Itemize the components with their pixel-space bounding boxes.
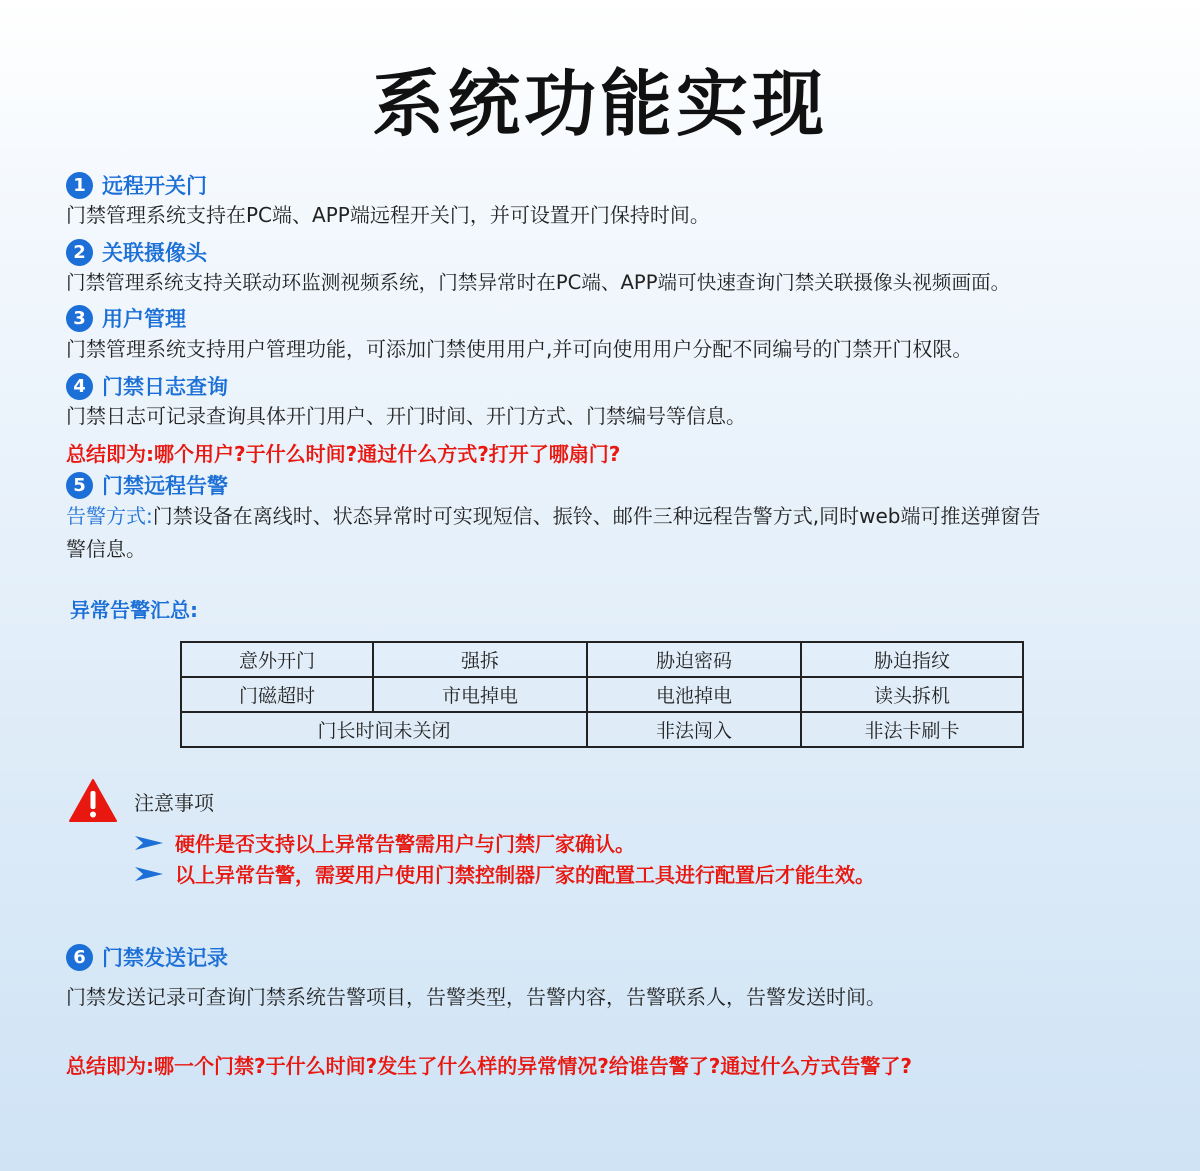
section-title: 门禁发送记录 (102, 946, 228, 970)
number-badge-5: 5 (66, 472, 93, 499)
section-6-heading (66, 942, 228, 972)
note-text: 以上异常告警，需要用户使用门禁控制器厂家的配置工具进行配置后才能生效。 (175, 863, 875, 887)
page-title: 系统功能实现 (371, 62, 828, 146)
section-2-heading (66, 237, 207, 267)
section-title: 远程开关门 (102, 174, 207, 198)
number-badge-1: 1 (66, 172, 93, 199)
section-3-body: 门禁管理系统支持用户管理功能，可添加门禁使用用户,并可向使用用户分配不同编号的门禁开门权限。 (66, 337, 973, 361)
table-cell: 强拆 (373, 642, 587, 677)
section-5-heading (66, 470, 228, 500)
alarm-method-label: 告警方式: (66, 504, 153, 528)
table-cell: 非法闯入 (587, 712, 801, 747)
section-3-heading (66, 303, 186, 333)
table-cell: 门磁超时 (181, 677, 373, 712)
table-cell: 意外开门 (181, 642, 373, 677)
alarm-summary-table (180, 641, 1024, 748)
alarm-method-text: 门禁设备在离线时、状态异常时可实现短信、振铃、邮件三种远程告警方式,同时web端可推送弹窗告 (152, 504, 1041, 528)
section-1-heading (66, 170, 207, 200)
section-title: 门禁远程告警 (102, 474, 228, 498)
table-row (181, 642, 1023, 677)
number-badge-3: 3 (66, 305, 93, 332)
number-badge-4: 4 (66, 373, 93, 400)
table-cell: 胁迫指纹 (801, 642, 1023, 677)
table-cell: 胁迫密码 (587, 642, 801, 677)
section-5-body (66, 500, 1156, 566)
arrow-bullet-icon (134, 866, 164, 882)
note-text: 硬件是否支持以上异常告警需用户与门禁厂家确认。 (175, 832, 635, 856)
section-4-summary: 总结即为:哪个用户?于什么时间?通过什么方式?打开了哪扇门? (66, 442, 621, 466)
table-cell: 市电掉电 (373, 677, 587, 712)
alarm-method-text-continued: 警信息。 (66, 537, 146, 561)
warning-triangle-icon (68, 778, 118, 823)
table-cell: 门长时间未关闭 (181, 712, 587, 747)
section-2-body: 门禁管理系统支持关联动环监测视频系统，门禁异常时在PC端、APP端可快速查询门禁关联摄像头视频画面。 (66, 271, 1011, 294)
note-item (134, 859, 875, 888)
alarm-summary-heading: 异常告警汇总: (70, 598, 198, 622)
number-badge-2: 2 (66, 239, 93, 266)
table-cell: 读头拆机 (801, 677, 1023, 712)
table-cell: 电池掉电 (587, 677, 801, 712)
table-cell: 非法卡刷卡 (801, 712, 1023, 747)
section-4-heading (66, 371, 228, 401)
note-item (134, 828, 635, 857)
section-title: 用户管理 (102, 307, 186, 331)
table-row (181, 677, 1023, 712)
section-title: 门禁日志查询 (102, 375, 228, 399)
section-4-body: 门禁日志可记录查询具体开门用户、开门时间、开门方式、门禁编号等信息。 (66, 404, 746, 428)
number-badge-6: 6 (66, 944, 93, 971)
table-row (181, 712, 1023, 747)
section-1-body: 门禁管理系统支持在PC端、APP端远程开关门，并可设置开门保持时间。 (66, 203, 710, 227)
arrow-bullet-icon (134, 835, 164, 851)
section-title: 关联摄像头 (102, 241, 207, 265)
notes-title: 注意事项 (134, 791, 214, 815)
section-6-body: 门禁发送记录可查询门禁系统告警项目，告警类型，告警内容，告警联系人，告警发送时间。 (66, 985, 886, 1009)
section-6-summary: 总结即为:哪一个门禁?于什么时间?发生了什么样的异常情况?给谁告警了?通过什么方式告警了? (66, 1054, 913, 1078)
